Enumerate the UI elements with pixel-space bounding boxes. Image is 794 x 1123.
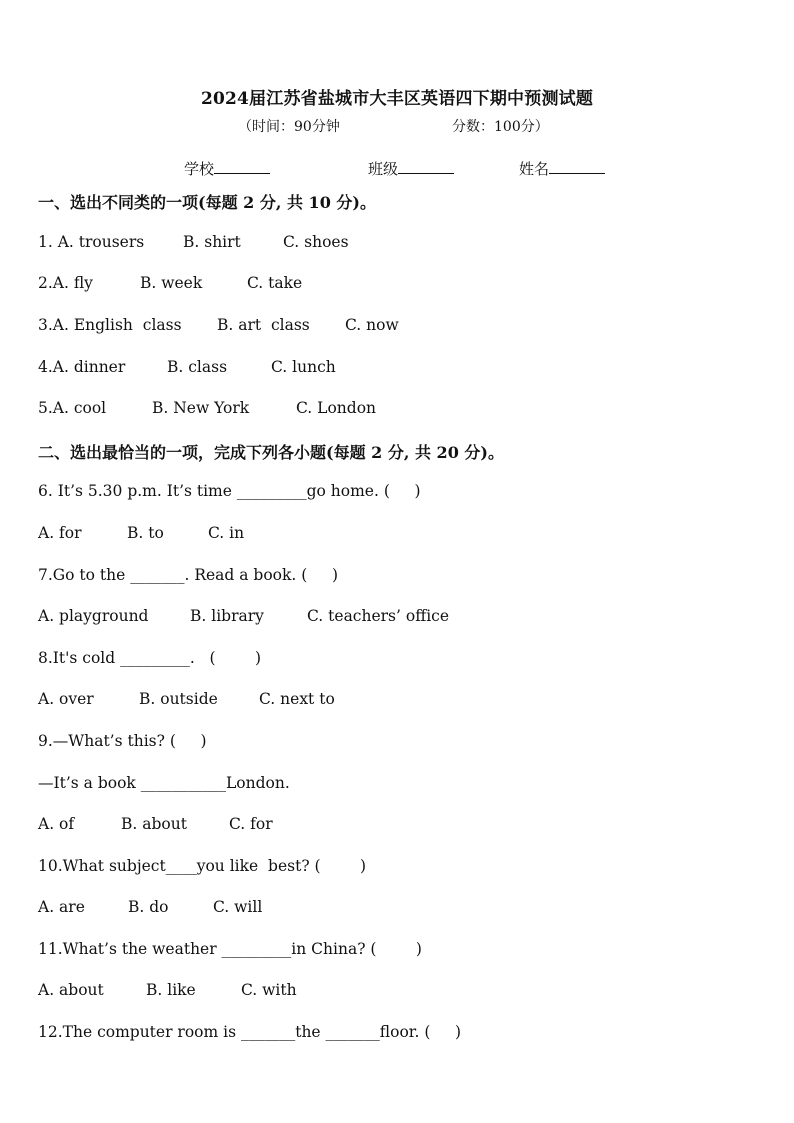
q10-option-b: B. do	[128, 898, 169, 916]
exam-time: （时间：90分钟	[238, 119, 340, 135]
class-field	[368, 158, 454, 179]
q8-option-a: A. over	[38, 690, 94, 708]
q8-stem: 8.It's cold _________. ( )	[38, 649, 262, 667]
q12-stem: 12.The computer room is _______the _______floor. ( )	[38, 1023, 462, 1041]
q9-stem: 9.—What’s this? ( )	[38, 732, 207, 750]
q1-option-a: 1. A. trousers	[38, 233, 145, 251]
class-label: 班级	[368, 160, 399, 178]
q11-stem: 11.What’s the weather _________in China? ( )	[38, 940, 422, 958]
q9-option-a: A. of	[38, 815, 75, 833]
q2-option-a: 2.A. fly	[38, 274, 93, 292]
q6-option-b: B. to	[127, 524, 164, 542]
q4-option-c: C. lunch	[271, 358, 336, 376]
q11-option-a: A. about	[38, 981, 104, 999]
q2-option-b: B. week	[140, 274, 203, 292]
q11-option-c: C. with	[241, 981, 297, 999]
class-blank[interactable]	[398, 159, 454, 174]
q8-option-b: B. outside	[139, 690, 218, 708]
q6-option-c: C. in	[208, 524, 245, 542]
q3-option-b: B. art class	[217, 316, 310, 334]
name-field	[519, 158, 605, 179]
q9-option-c: C. for	[229, 815, 273, 833]
name-label: 姓名	[519, 160, 550, 178]
q11-option-b: B. like	[146, 981, 196, 999]
school-blank[interactable]	[214, 159, 270, 174]
q8-option-c: C. next to	[259, 690, 335, 708]
q1-option-c: C. shoes	[283, 233, 349, 251]
q10-option-a: A. are	[38, 898, 85, 916]
section2-heading: 二、选出最恰当的一项，完成下列各小题(每题 2 分, 共 20 分)。	[38, 443, 504, 462]
q4-option-a: 4.A. dinner	[38, 358, 126, 376]
section1-heading: 一、选出不同类的一项(每题 2 分, 共 10 分)。	[38, 193, 376, 212]
q5-option-c: C. London	[296, 399, 377, 417]
q5-option-a: 5.A. cool	[38, 399, 107, 417]
school-label: 学校	[184, 160, 215, 178]
q10-option-c: C. will	[213, 898, 263, 916]
q9-option-b: B. about	[121, 815, 187, 833]
q7-option-a: A. playground	[38, 607, 149, 625]
q9-stem-answer: —It’s a book ___________London.	[38, 774, 290, 792]
q6-option-a: A. for	[38, 524, 82, 542]
q2-option-c: C. take	[247, 274, 303, 292]
q4-option-b: B. class	[167, 358, 228, 376]
page-title: 2024届江苏省盐城市大丰区英语四下期中预测试题	[200, 89, 594, 109]
q7-option-b: B. library	[190, 607, 264, 625]
name-blank[interactable]	[549, 159, 605, 174]
exam-score: 分数：100分）	[452, 119, 549, 135]
q7-option-c: C. teachers’ office	[307, 607, 450, 625]
q7-stem: 7.Go to the _______. Read a book. ( )	[38, 566, 338, 584]
q3-option-a: 3.A. English class	[38, 316, 182, 334]
school-field	[184, 158, 270, 179]
q5-option-b: B. New York	[152, 399, 250, 417]
q3-option-c: C. now	[345, 316, 399, 334]
q10-stem: 10.What subject____you like best? ( )	[38, 857, 367, 875]
q1-option-b: B. shirt	[183, 233, 241, 251]
q6-stem: 6. It’s 5.30 p.m. It’s time _________go home. ( )	[38, 482, 421, 500]
